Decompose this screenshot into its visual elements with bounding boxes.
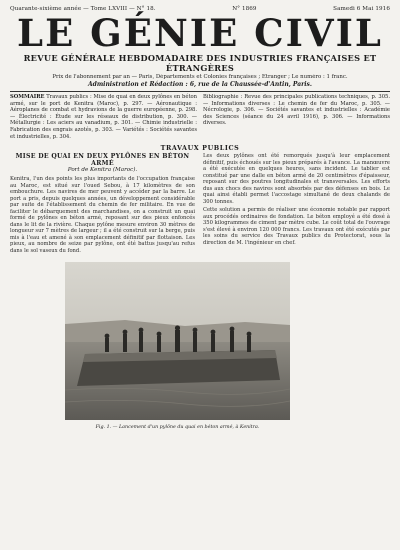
figure-photo: [65, 262, 290, 420]
header-rule: [10, 91, 390, 92]
masthead-subtitle: REVUE GÉNÉRALE HEBDOMADAIRE DES INDUSTRIES FRANÇAISES ET ÉTRANGÈRES: [23, 53, 377, 73]
article-columns: [10, 153, 390, 256]
article-title: MISE DE QUAI EN DEUX PYLÔNES EN BÉTON ARMÉ: [15, 153, 190, 168]
summary-block: [10, 94, 390, 140]
subscription-info: Prix de l'abonnement par an — Paris, Départements et Colonies françaises ; Étranger ; Le numéro : 1 franc.: [52, 74, 348, 80]
masthead-title: LE GÉNIE CIVIL: [17, 11, 383, 55]
article-left-column: [10, 153, 195, 256]
summary-col-2: [203, 94, 390, 140]
summary-text-1: Travaux publics : Mise de quai en deux pylônes en béton armé, sur le port de Kenitra (Maroc), p. 297. — Aéronautique : Aéroplanes de combat et hydravions de la guerre européenne, p. 298. — Électricité : Étude sur les réseaux de distribution, p. 300. — Métallurgie : Les aciers au vanadium, p. 301. — Chimie industrielle : Fabrication des engrais azotés, p. 303. — Variétés : Sociétés savantes et industrielles, p. 304.: [10, 94, 197, 140]
figure-caption: Fig. 1. — Lancement d'un pylône du quai en béton armé, à Kenitra.: [95, 425, 260, 431]
issue-volume: Quarante-sixième année — Tome LXVIII — N° 18.: [10, 6, 156, 12]
article-text-1: Kenitra, l'un des points les plus importants de l'occupation française au Maroc, est situé sur l'oued Sebou, à 17 kilomètres de son embouchure. Les navires de mer peuvent y accéder par la barre. Le port a pris, depuis quelques années, un développement considérable par suite de l'établissement du chemin de fer militaire. En vue de faciliter le débarquement des marchandises, on a construit un quai formé de pylônes en béton armé, reposant sur des pieux enfoncés dans le lit de la rivière. Chaque pylône mesure environ 30 mètres de longueur sur 7 mètres de largeur ; il a été construit sur la berge, puis mis à l'eau et amené à son emplacement définitif par flottaison. Les pieux, au nombre de seize par pylône, ont été battus jusqu'au refus dans le sol vaseux du fond.: [10, 176, 195, 254]
article-text-2: Les deux pylônes ont été remorqués jusqu'à leur emplacement définitif, puis échoués sur les pieux préparés à l'avance. La manœuvre a été exécutée en quelques heures, sans incident. Le tablier est constitué par une dalle en béton armé de 20 centimètres d'épaisseur, reposant sur des poutres longitudinales et transversales. Les efforts dus aux chocs des navires sont absorbés par des défenses en bois. Le quai ainsi établi permet l'accostage simultané de deux chalands de 300 tonnes.: [203, 153, 390, 205]
administration-info: Administration et Rédaction : 6, rue de la Chaussée-d'Antin, Paris.: [87, 81, 313, 88]
issue-date: Samedi 6 Mai 1916: [333, 6, 390, 12]
section-title: TRAVAUX PUBLICS: [160, 144, 240, 153]
summary-col-1: [10, 94, 197, 140]
summary-heading: SOMMAIRE: [10, 94, 45, 100]
article-subtitle: Port de Kenitra (Maroc).: [67, 167, 138, 174]
article-right-column: [203, 153, 390, 256]
summary-text-2: Bibliographie : Revue des principales publications techniques, p. 305. — Informations diverses : Le chemin de fer du Maroc, p. 305. — Nécrologie, p. 306. — Sociétés savantes et industrielles : Académie des Sciences (séance du 24 avril 1916), p. 306. — Informations diverses.: [203, 94, 390, 127]
article-text-3: Cette solution a permis de réaliser une économie notable par rapport aux procédés ordinaires de fondation. Le béton employé a été dosé à 350 kilogrammes de ciment par mètre cube. Le coût total de l'ouvrage s'est élevé à environ 120 000 francs. Les travaux ont été exécutés par les soins du service des Travaux publics du Protectorat, sous la direction de M. l'ingénieur en chef.: [203, 207, 390, 246]
issue-number: N° 1869: [232, 6, 257, 12]
